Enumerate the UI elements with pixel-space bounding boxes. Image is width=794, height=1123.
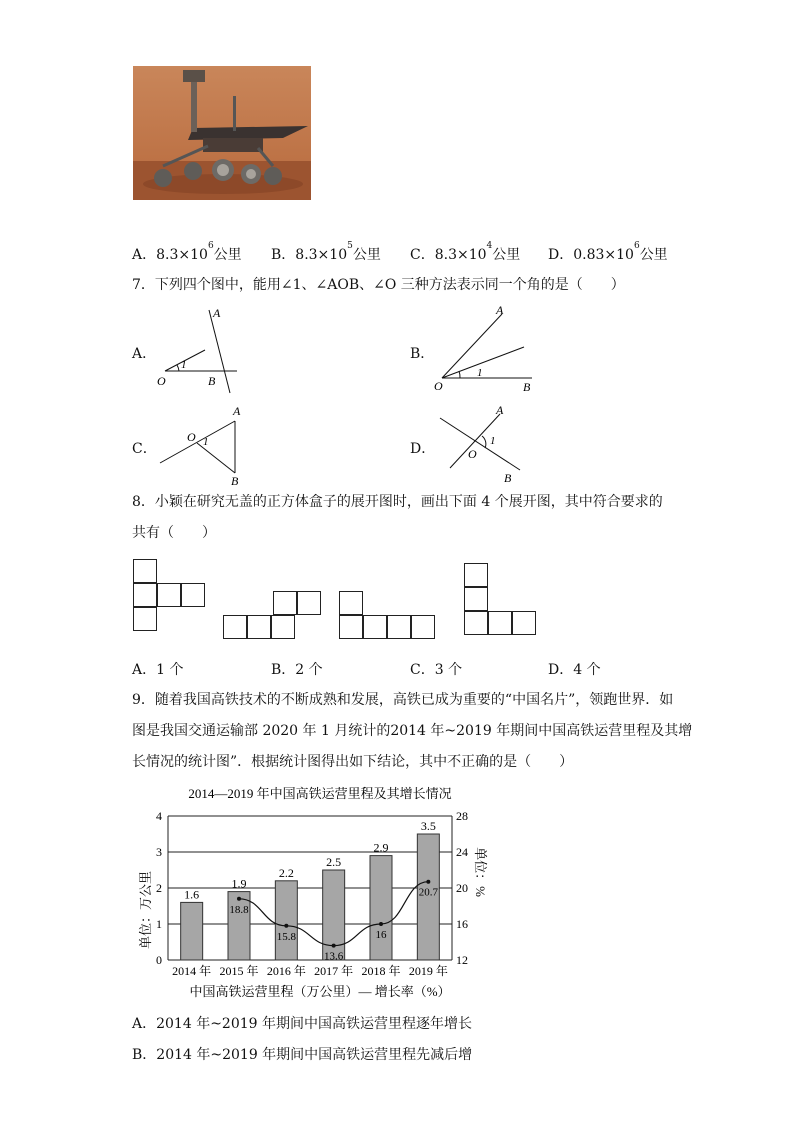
growth-rate-label: 18.8 <box>229 903 249 916</box>
growth-rate-point <box>332 944 336 948</box>
x-tick-label: 2018 年 <box>361 964 401 978</box>
q8-option-d: D．4 个 <box>548 662 601 678</box>
y-left-tick-label: 2 <box>156 881 162 895</box>
svg-text:B: B <box>208 374 216 388</box>
cube-net-4 <box>464 563 540 639</box>
x-tick-label: 2016 年 <box>266 964 306 978</box>
q7-figure-c <box>155 403 250 488</box>
growth-rate-point <box>379 922 383 926</box>
bar-value-label: 2.2 <box>278 865 294 880</box>
q7-label-b: B． <box>410 346 435 362</box>
mars-rover-photo <box>133 66 311 200</box>
q9-option-a: A．2014 年~2019 年期间中国高铁运营里程逐年增长 <box>132 1016 472 1032</box>
q9-stem-line2: 图是我国交通运输部 2020 年 1 月统计的2014 年~2019 年期间中国高铁运营里程及其增 <box>132 723 693 739</box>
q6-option-c: C．$8.3\times 10^4$公里 <box>410 241 521 263</box>
svg-text:A: A <box>496 303 504 317</box>
svg-text:1: 1 <box>490 435 496 447</box>
growth-rate-point <box>426 880 430 884</box>
q7-label-d: D． <box>410 441 436 457</box>
q7-stem: 7．下列四个图中，能用∠1、∠AOB、∠O 三种方法表示同一个角的是（ ） <box>132 277 625 293</box>
q8-stem-line2: 共有（ ） <box>132 525 216 541</box>
q7a-letter-o: O <box>157 374 166 388</box>
svg-text:B: B <box>231 474 239 488</box>
growth-rate-label: 20.7 <box>418 886 438 899</box>
cube-net-1 <box>133 559 209 635</box>
q7-label-a: A． <box>132 346 157 362</box>
y-axis-left-label: 单位：万公里 <box>138 870 153 950</box>
q8-option-c: C．3 个 <box>410 662 463 678</box>
q8-option-a: A．1 个 <box>132 662 184 678</box>
bar <box>181 902 203 960</box>
y-left-tick-label: 4 <box>156 809 162 823</box>
q6-option-d: D．$0.83\times 10^6$公里 <box>548 241 668 263</box>
x-tick-label: 2019 年 <box>408 964 448 978</box>
y-left-tick-label: 0 <box>156 953 162 967</box>
y-right-tick-label: 12 <box>456 953 468 967</box>
y-left-tick-label: 3 <box>156 845 162 859</box>
bar-value-label: 1.6 <box>184 887 200 902</box>
y-right-tick-label: 20 <box>456 881 468 895</box>
bar <box>228 892 250 960</box>
cube-net-3 <box>339 591 439 641</box>
q6-option-b: B．$8.3\times 10^5$公里 <box>271 241 381 263</box>
svg-text:A: A <box>233 404 241 418</box>
x-tick-label: 2015 年 <box>219 964 259 978</box>
bar-value-label: 3.5 <box>420 819 436 833</box>
svg-text:1: 1 <box>181 359 187 371</box>
growth-rate-point <box>237 897 241 901</box>
svg-text:O: O <box>434 379 443 393</box>
q7-figure-d <box>430 400 530 490</box>
chart-title: 2014—2019 年中国高铁运营里程及其增长情况 <box>188 786 452 801</box>
q8-option-b: B．2 个 <box>271 662 323 678</box>
cube-net-2 <box>223 591 323 641</box>
y-right-tick-label: 28 <box>456 809 468 823</box>
svg-text:A: A <box>213 306 221 320</box>
q9-option-b: B．2014 年~2019 年期间中国高铁运营里程先减后增 <box>132 1047 473 1063</box>
bar <box>275 881 297 960</box>
q8-stem-line1: 8．小颖在研究无盖的正方体盒子的展开图时，画出下面 4 个展开图，其中符合要求的 <box>132 494 663 510</box>
x-tick-label: 2017 年 <box>314 964 354 978</box>
x-tick-label: 2014 年 <box>172 964 212 978</box>
svg-text:A: A <box>496 403 504 417</box>
svg-text:1: 1 <box>477 367 483 379</box>
rail-mileage-chart <box>130 780 510 1005</box>
q9-stem-line3: 长情况的统计图”．根据统计图得出如下结论，其中不正确的是（ ） <box>132 754 574 770</box>
bar-value-label: 1.9 <box>231 876 247 891</box>
bar <box>370 856 392 960</box>
q7-label-c: C． <box>132 441 157 457</box>
growth-rate-point <box>284 924 288 928</box>
q6-option-a: A．$8.3\times 10^6$公里 <box>132 241 242 263</box>
svg-text:O: O <box>187 430 196 444</box>
svg-text:1: 1 <box>203 436 209 448</box>
y-right-tick-label: 24 <box>456 845 468 859</box>
growth-rate-label: 16 <box>375 929 387 941</box>
bar-value-label: 2.9 <box>373 840 389 855</box>
growth-rate-label: 15.8 <box>276 930 296 943</box>
q7-figure-a <box>155 305 245 395</box>
y-right-tick-label: 16 <box>456 917 468 931</box>
y-axis-right-label: 单位：% <box>473 847 488 897</box>
svg-text:O: O <box>468 447 477 461</box>
q9-stem-line1: 9．随着我国高铁技术的不断成熟和发展，高铁已成为重要的“中国名片”，领跑世界．如 <box>132 692 674 708</box>
svg-text:B: B <box>504 471 512 485</box>
bar-value-label: 2.5 <box>326 855 342 869</box>
growth-rate-label: 13.6 <box>324 950 344 963</box>
svg-text:B: B <box>523 380 531 394</box>
y-left-tick-label: 1 <box>156 917 162 931</box>
chart-legend: 中国高铁运营里程（万公里）— 增长率（%） <box>189 984 451 999</box>
q7-figure-b <box>430 300 540 395</box>
